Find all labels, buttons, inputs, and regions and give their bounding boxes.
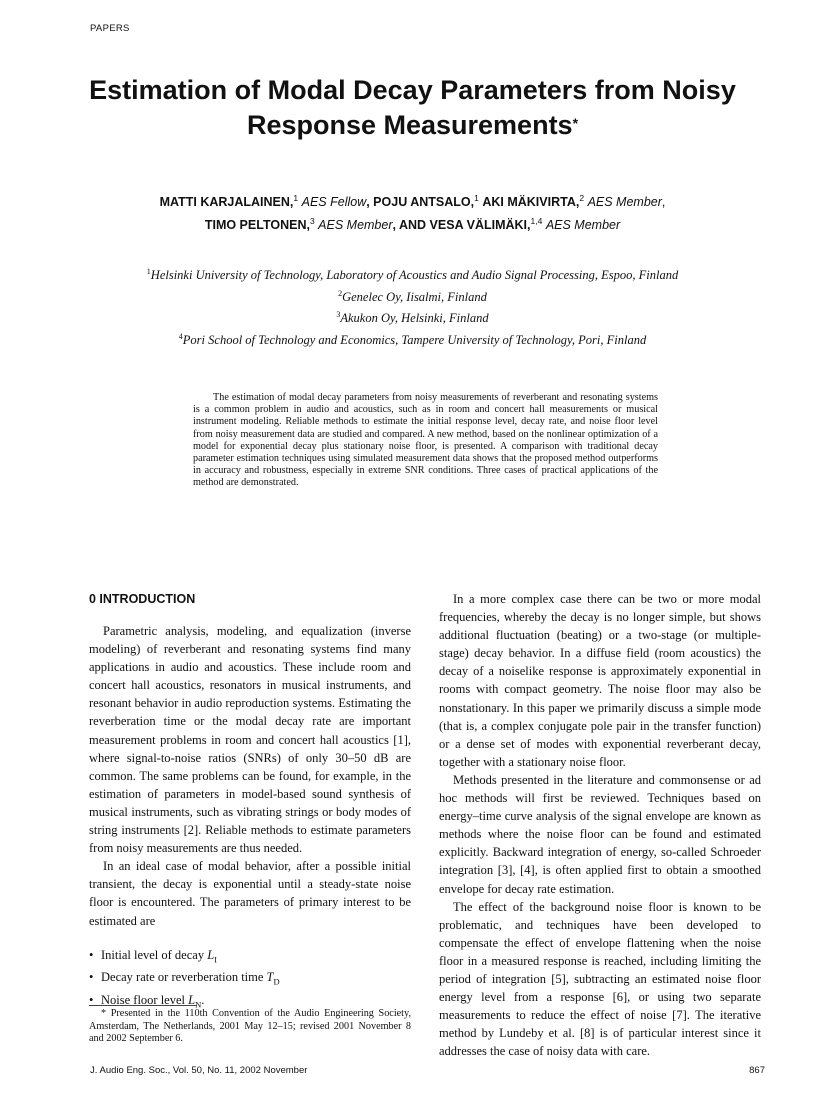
affiliations: [60, 263, 765, 350]
author-role: AES Member: [545, 218, 621, 233]
author-sup: 1,4: [530, 216, 543, 227]
author-sup: 2: [579, 193, 585, 203]
list-item-text: Decay rate or reverberation time: [101, 970, 267, 985]
bullet-icon: •: [89, 947, 94, 962]
affiliation-1: [60, 263, 765, 285]
author-role: AES Fellow: [301, 195, 367, 210]
author-list: [60, 189, 765, 235]
bullet-icon: •: [89, 970, 94, 985]
affiliation-sup: 1: [146, 267, 151, 276]
affiliation-4: [60, 328, 765, 350]
body-paragraph: Methods presented in the literature and commonsense or ad hoc methods will first be reviewed. Techniques based on energy–time curve analysis of the signal envelope are known as methods where the noise floor can be found and estimated explicitly. Backward integration of energy, so-called Schroeder integration [3], [4], is often applied first to obtain a smoothed envelope for decay rate estimation.: [439, 772, 761, 896]
body-column-right: [439, 590, 761, 1060]
title-footnote-mark: *: [572, 115, 579, 131]
affiliation-text: Pori School of Technology and Economics, Tampere University of Technology, Pori, Finland: [182, 333, 647, 348]
title-line-1: Estimation of Modal Decay Parameters from Noisy: [89, 75, 736, 105]
affiliation-sup: 4: [178, 331, 183, 341]
affiliation-2: [60, 285, 765, 307]
body-paragraph: Parametric analysis, modeling, and equalization (inverse modeling) of reverberant and resonating systems find many applications in audio and acoustics. These include room and concert hall acoustics, resonators in musical instruments, and resonant behavior in audio reproduction systems. Estimating the reverberation time or the modal decay rate are important measurement problems in room and concert hall acoustics [1], where signal-to-noise ratios (SNRs) of only 30–50 dB are common. The same problems can be found, for example, in the estimation of parameters in model-based sound synthesis of musical instruments, such as vibrating strings or body modes of string instruments [2]. Reliable methods to estimate parameters from noisy measurements are thus needed.: [89, 624, 411, 856]
author-makivirta: AKI MÄKIVIRTA,: [482, 195, 580, 210]
math-var: L: [207, 947, 215, 962]
list-item: [89, 968, 411, 991]
author-peltonen: TIMO PELTONEN,: [204, 218, 310, 233]
author-separator: ,: [661, 195, 666, 210]
list-item: [89, 946, 411, 969]
author-karjalainen: MATTI KARJALAINEN,: [159, 195, 294, 210]
affiliation-3: [60, 306, 765, 328]
math-sub: I: [214, 954, 217, 965]
list-item-text: Initial level of decay: [101, 947, 208, 962]
math-sub: N: [195, 999, 202, 1010]
affiliation-text: Helsinki University of Technology, Laboratory of Acoustics and Audio Signal Processing, Espoo, Finland: [150, 268, 679, 283]
author-sup: 1: [293, 193, 299, 203]
body-column-left: [89, 590, 411, 1013]
parameter-list: [89, 946, 411, 1014]
math-var: T: [266, 970, 274, 985]
author-role: AES Member: [587, 195, 662, 210]
paper-title: [60, 73, 765, 143]
bullet-icon: •: [89, 992, 94, 1007]
footnote: * Presented in the 110th Convention of the Audio Engineering Society, Amsterdam, The Netherlands, 2001 May 12–15; revised 2001 November 8 and 2002 September 6.: [89, 1008, 411, 1044]
list-item-end: .: [201, 992, 205, 1007]
page-number: 867: [749, 1065, 765, 1076]
list-item-text: Noise floor level: [101, 992, 189, 1007]
abstract: The estimation of modal decay parameters from noisy measurements of reverberant and resonating systems is a common problem in audio and acoustics, such as in room and concert hall measurements or musical instrument modeling. Reliable methods to estimate the initial response level, decay rate, and noise floor level from noisy measurement data are studied and compared. A new method, based on the nonlinear optimization of a model for exponential decay plus stationary noise floor, is presented. A comparison with traditional decay parameter estimation techniques using simulated measurement data shows that the proposed method outperforms in accuracy and robustness, especially in extreme SNR conditions. Three cases of practical applications of the method are demonstrated.: [193, 392, 658, 489]
affiliation-sup: 3: [336, 310, 341, 320]
math-sub: D: [273, 976, 280, 987]
running-head: PAPERS: [90, 23, 130, 34]
journal-citation: J. Audio Eng. Soc., Vol. 50, No. 11, 2002 November: [90, 1065, 308, 1076]
affiliation-text: Akukon Oy, Helsinki, Finland: [340, 311, 489, 326]
title-line-2: Response Measurements: [246, 110, 573, 140]
body-paragraph: The effect of the background noise floor is known to be problematic, and techniques have been developed to compensate the effect of envelope flattening when the noise floor in a measured response is reached, including limiting the period of integration [5], subtracting an estimated noise floor energy level from a response [6], or using two separate measurements to reduce the effect of noise [7]. The iterative method by Lundeby et al. [8] is of particular interest since it addresses the case of noisy data with care.: [439, 899, 761, 1059]
footnote-divider: [89, 1005, 197, 1006]
author-sup: 1: [474, 193, 479, 203]
math-var: L: [188, 992, 196, 1007]
affiliation-text: Genelec Oy, Iisalmi, Finland: [342, 289, 487, 304]
affiliation-sup: 2: [338, 288, 343, 298]
section-heading: 0 INTRODUCTION: [89, 592, 196, 606]
author-role: AES Member: [318, 218, 393, 233]
body-paragraph: In a more complex case there can be two or more modal frequencies, whereby the decay is no longer simple, but shows additional fluctuation (beating) or a two-stage (or multiple-stage) decay behavior. In a diffuse field (room acoustics) the decay of a noiselike response is approximately exponential in rooms with compact geometry. The noise floor may also be nonstationary. In this paper we primarily discuss a simple mode (that is, a complex conjugate pole pair in the transfer function) or a dense set of modes with exponential reverberant decay, together with a stationary noise floor.: [439, 592, 761, 769]
author-valimaki: , AND VESA VÄLIMÄKI,: [392, 218, 531, 233]
author-antsalo: , POJU ANTSALO,: [366, 195, 475, 210]
body-paragraph: In an ideal case of modal behavior, after a possible initial transient, the decay is exponential until a steady-state noise floor is encountered. The parameters of primary interest to be estimated are: [89, 859, 411, 928]
author-sup: 3: [309, 216, 315, 227]
